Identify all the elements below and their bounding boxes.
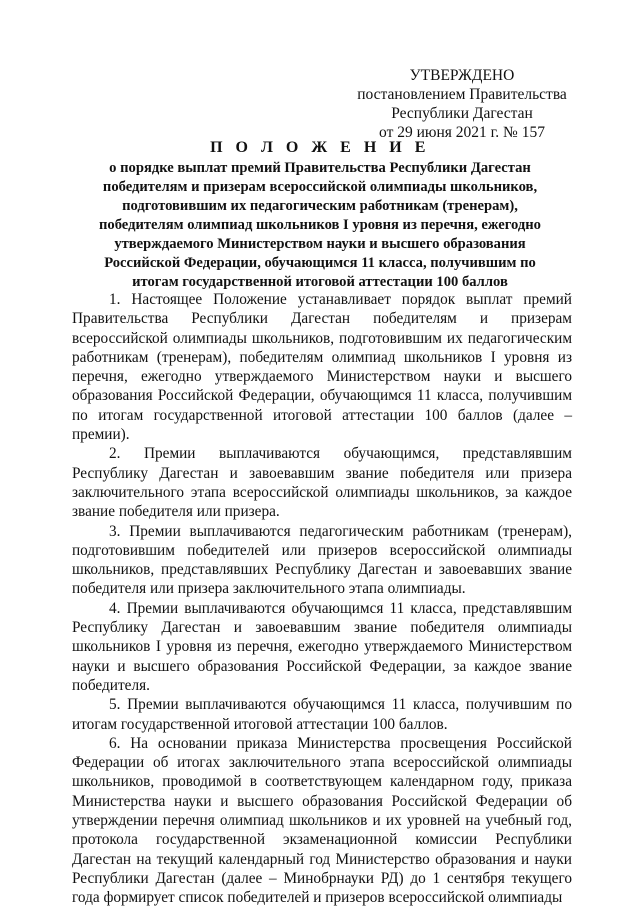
document-body <box>72 290 572 908</box>
document-heading: П О Л О Ж Е Н И Е <box>210 139 430 156</box>
subtitle-line: победителям и призерам всероссийской олимпиады школьников, <box>102 179 538 195</box>
paragraph-6: 6. На основании приказа Министерства просвещения Российской Федерации об итогах заключительного этапа всероссийской олимпиады школьников, проводимой в соответствующем календарном году, приказа Министерства науки и высшего образования Российской Федерации об утверждении перечня олимпиад школьников и их уровней на учебный год, протокола государственной экзаменационной комиссии Республики Дагестан на текущий календарный год Министерство образования и науки Республики Дагестан (далее – Минобрнауки РД) до 1 сентября текущего года формирует список победителей и призеров всероссийской олимпиады <box>72 734 572 907</box>
subtitle-line: подготовившим их педагогическим работникам (тренерам), <box>122 198 518 214</box>
paragraph-5: 5. Премии выплачиваются обучающимся 11 класса, получившим по итогам государственной итоговой аттестации 100 баллов. <box>72 696 572 733</box>
paragraph-1: 1. Настоящее Положение устанавливает порядок выплат премий Правительства Республики Дагестан победителям и призерам всероссийской олимпиады школьников, подготовившим их педагогическим работникам (тренерам), победителям олимпиад школьников I уровня из перечня, ежегодно утверждаемого Министерством науки и высшего образования Российской Федерации, обучающимся 11 класса, получившим по итогам государственной итоговой аттестации 100 баллов (далее – премии). <box>72 291 572 444</box>
subtitle-line: утверждаемого Министерством науки и высшего образования <box>114 236 526 252</box>
approval-label: УТВЕРЖДЕНО <box>409 67 515 84</box>
subtitle-line: о порядке выплат премий Правительства Республики Дагестан <box>109 160 531 176</box>
approval-issuer: постановлением Правительства <box>357 86 567 103</box>
document-subtitle <box>68 159 572 292</box>
paragraph-4: 4. Премии выплачиваются обучающимся 11 класса, представлявшим Республику Дагестан и завоевавшим звание победителя олимпиады школьников I уровня из перечня, ежегодно утверждаемого Министерством науки и высшего образования Российской Федерации, за каждое звание победителя. <box>72 599 572 694</box>
document-title <box>68 138 572 292</box>
subtitle-line: Российской Федерации, обучающимся 11 класса, получившим по <box>104 255 536 271</box>
approval-date-number: от 29 июня 2021 г. № 157 <box>379 124 545 141</box>
approval-region: Республики Дагестан <box>391 105 533 122</box>
subtitle-line: итогам государственной итоговой аттестации 100 баллов <box>132 274 508 290</box>
paragraph-2: 2. Премии выплачиваются обучающимся, представлявшим Республику Дагестан и завоевавшим звание победителя или призера заключительного этапа всероссийской олимпиады школьников, за каждое звание победителя или призера. <box>72 445 572 521</box>
paragraph-3: 3. Премии выплачиваются педагогическим работникам (тренерам), подготовившим победителей или призеров всероссийской олимпиады школьников, представлявших Республику Дагестан и завоевавших звание победителя или призера заключительного этапа олимпиады. <box>72 522 572 598</box>
approval-block <box>352 66 572 142</box>
subtitle-line: победителям олимпиад школьников I уровня из перечня, ежегодно <box>99 217 541 233</box>
